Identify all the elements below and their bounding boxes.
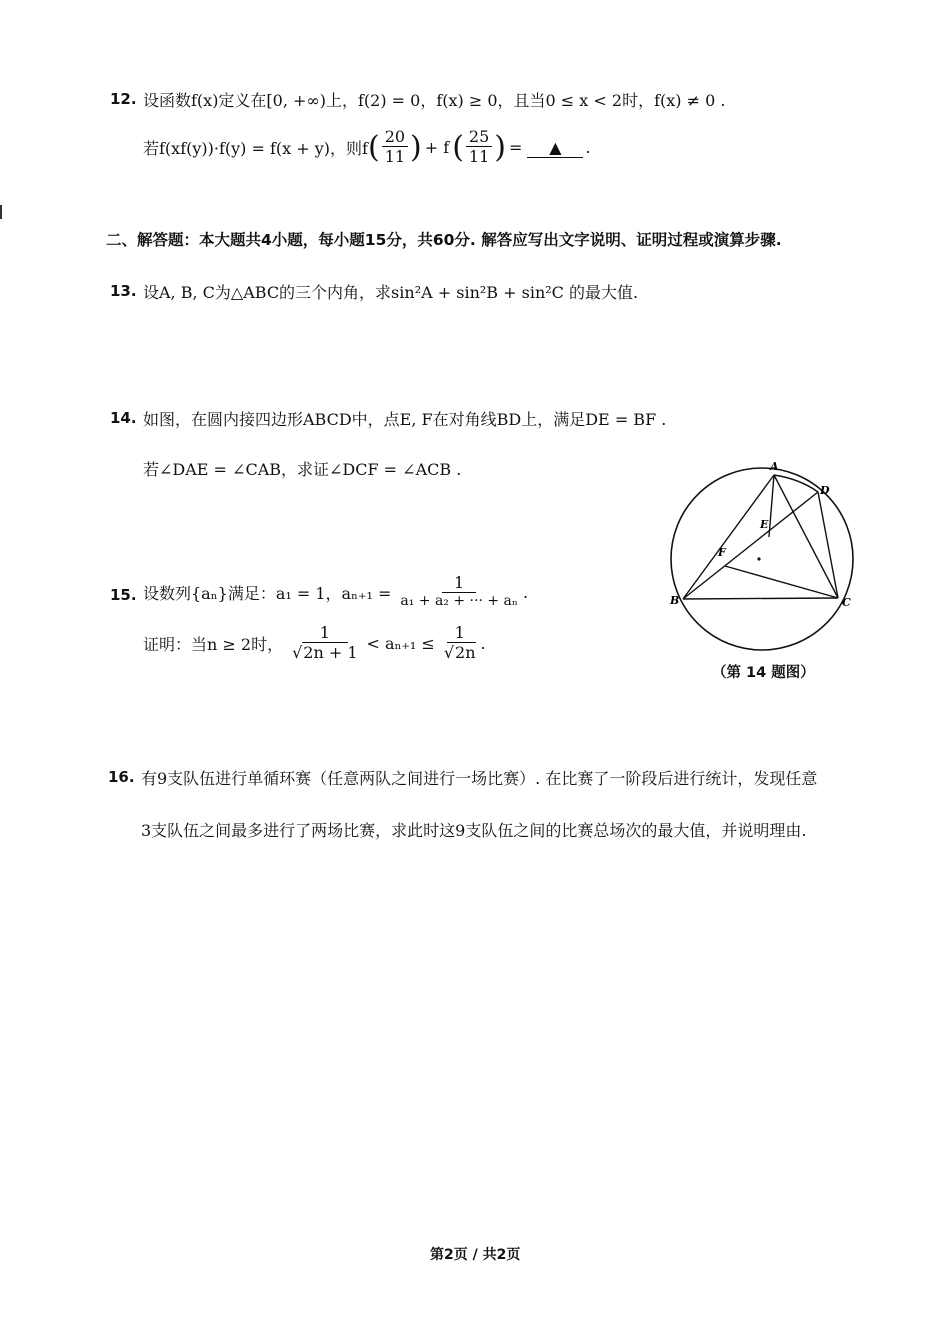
q15-inequality-middle: < aₙ₊₁ ≤: [366, 634, 435, 654]
q15-left-bound-fraction: [289, 624, 360, 663]
q16-line2: 3支队伍之间最多进行了两场比赛，求此时这9支队伍之间的比赛总场次的最大值，并说明理由.: [141, 821, 807, 840]
q13-text: 设A, B, C为△ABC的三个内角，求sin²A + sin²B + sin²C 的最大值.: [143, 283, 639, 302]
sqrt-radicand: 2n: [455, 643, 476, 663]
q15-number: 15.: [110, 586, 137, 604]
frac-denominator: a₁ + a₂ + ··· + aₙ: [400, 593, 518, 610]
paren-open: (: [367, 130, 380, 166]
q15-line2: [143, 624, 486, 663]
q12-period: .: [585, 138, 591, 158]
frac-denominator: 11: [384, 147, 406, 167]
frac-numerator: 1: [447, 624, 473, 643]
figure-14-diagram: [660, 455, 870, 655]
q12-plus-f: + f: [424, 138, 450, 158]
q15-line1-end: .: [522, 582, 529, 602]
q15-line1: [143, 574, 528, 611]
q15-right-bound-fraction: [441, 624, 479, 663]
figure-14-caption: （第 14 题图）: [712, 665, 815, 681]
denominator-plus-one: + 1: [328, 643, 358, 663]
q12-line2-start: 若f(xf(y))·f(y) = f(x + y)，则f: [143, 139, 368, 159]
q15-line2-start: 证明：当n ≥ 2时，: [143, 635, 284, 655]
segment-DC: [818, 492, 838, 598]
q14-line1: 如图，在圆内接四边形ABCD中，点E, F在对角线BD上，满足DE = BF .: [143, 410, 667, 429]
section2-heading: 二、解答题：本大题共4小题，每小题15分，共60分. 解答应写出文字说明、证明过程或演算步骤.: [106, 231, 782, 249]
page-footer: 第2页 / 共2页: [430, 1247, 521, 1263]
label-A: A: [770, 460, 779, 473]
paren-close: ): [494, 130, 506, 166]
circle-center-dot: [757, 557, 760, 560]
q12-number: 12.: [110, 90, 137, 108]
sqrt-radicand: 2n: [303, 643, 324, 663]
label-F: F: [718, 546, 726, 559]
label-B: B: [670, 594, 680, 607]
frac-numerator: 1: [442, 574, 476, 593]
label-D: D: [820, 484, 830, 497]
paren-close: ): [410, 130, 422, 166]
frac-numerator: 1: [302, 624, 348, 643]
answer-blank: ▲: [527, 138, 583, 158]
q12-frac-20-11: [382, 128, 408, 167]
q12-line2: [143, 128, 590, 167]
q15-recurrence-fraction: [397, 574, 521, 611]
q16-line1: 有9支队伍进行单循环赛（任意两队之间进行一场比赛）. 在比赛了一阶段后进行统计，发现任意: [141, 769, 818, 788]
q12-equals: =: [508, 138, 523, 158]
frac-denominator: √2n + 1: [292, 643, 358, 663]
frac-numerator: 25: [466, 128, 492, 147]
q12-frac-25-11: [466, 128, 492, 167]
q15-line2-end: .: [480, 634, 486, 654]
scan-edge-mark: [0, 205, 2, 219]
q14-number: 14.: [110, 409, 137, 427]
q15-line1-start: 设数列{aₙ}满足：a₁ = 1，aₙ₊₁ =: [143, 583, 392, 603]
segment-FC: [725, 566, 838, 598]
q16-number: 16.: [108, 768, 135, 786]
q12-line1: 设函数f(x)定义在[0, +∞)上，f(2) = 0，f(x) ≥ 0，且当0 ≤ x < 2时，f(x) ≠ 0 .: [143, 91, 726, 110]
q13-number: 13.: [110, 282, 137, 300]
segment-BC: [683, 598, 838, 599]
paren-open: (: [452, 130, 464, 166]
label-E: E: [760, 518, 769, 531]
frac-numerator: 20: [382, 128, 408, 147]
frac-denominator: √2n: [443, 643, 476, 663]
frac-denominator: 11: [468, 147, 490, 167]
label-C: C: [842, 596, 851, 609]
q14-line2: 若∠DAE = ∠CAB，求证∠DCF = ∠ACB .: [143, 460, 462, 479]
